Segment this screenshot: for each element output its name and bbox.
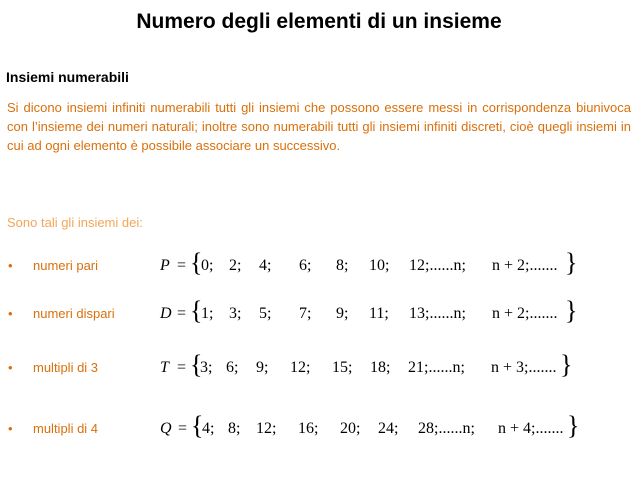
- set-label: multipli di 3: [33, 360, 99, 375]
- set-element: n + 4;.......: [498, 420, 564, 437]
- set-element: 8;: [228, 420, 241, 437]
- equals-sign: =: [177, 305, 187, 322]
- set-element: 6;: [226, 359, 239, 376]
- open-brace: {: [190, 248, 203, 277]
- set-element: 16;: [298, 420, 319, 437]
- set-element: 6;: [299, 257, 312, 274]
- open-brace: {: [191, 411, 204, 440]
- set-element: 12;: [290, 359, 311, 376]
- set-element: 5;: [259, 305, 272, 322]
- equals-sign: =: [177, 359, 187, 376]
- open-brace: {: [190, 350, 203, 379]
- set-element: 12;: [256, 420, 277, 437]
- equals-sign: =: [177, 257, 187, 274]
- close-brace: }: [565, 296, 578, 325]
- page-title: Numero degli elementi di un insieme: [136, 10, 502, 33]
- close-brace: }: [567, 411, 580, 440]
- set-element: 7;: [299, 305, 312, 322]
- close-brace: }: [560, 350, 573, 379]
- set-element: 20;: [340, 420, 361, 437]
- bullet: •: [8, 421, 13, 436]
- set-element: 24;: [378, 420, 399, 437]
- set-element: 3;: [200, 359, 213, 376]
- section-heading: Insiemi numerabili: [6, 69, 129, 85]
- set-row-even: [0, 248, 638, 288]
- set-element: 13;......n;: [409, 305, 466, 322]
- bullet: •: [8, 360, 13, 375]
- set-element: 11;: [369, 305, 389, 322]
- set-element: n + 2;.......: [492, 257, 558, 274]
- set-label: multipli di 4: [33, 421, 99, 436]
- set-row-odd: [0, 296, 638, 336]
- set-element: n + 3;.......: [491, 359, 557, 376]
- equals-sign: =: [178, 420, 188, 437]
- set-element: 12;......n;: [409, 257, 466, 274]
- set-element: 1;: [201, 305, 214, 322]
- set-element: 9;: [336, 305, 349, 322]
- set-row-multiples-4: [0, 411, 638, 451]
- set-element: n + 2;.......: [492, 305, 558, 322]
- set-element: 0;: [201, 257, 214, 274]
- set-row-multiples-3: [0, 350, 638, 390]
- close-brace: }: [565, 248, 578, 277]
- set-variable: T: [160, 359, 169, 376]
- bullet: •: [8, 258, 13, 273]
- set-label: numeri pari: [33, 258, 99, 273]
- open-brace: {: [190, 296, 203, 325]
- set-element: 28;......n;: [418, 420, 475, 437]
- bullet: •: [8, 306, 13, 321]
- set-element: 18;: [370, 359, 391, 376]
- set-element: 9;: [256, 359, 269, 376]
- set-variable: D: [160, 305, 172, 322]
- intro-text: Sono tali gli insiemi dei:: [7, 215, 143, 230]
- set-element: 15;: [332, 359, 353, 376]
- set-element: 4;: [202, 420, 215, 437]
- set-element: 4;: [259, 257, 272, 274]
- set-element: 21;......n;: [408, 359, 465, 376]
- set-label: numeri dispari: [33, 306, 115, 321]
- definition-paragraph: Si dicono insiemi infiniti numerabili tutti gli insiemi che possono essere messi in corrispondenza biunivoca con l’insieme dei numeri naturali; inoltre sono numerabili tutti gli insiemi infiniti discreti, cioè quegli insiemi in cui ad ogni elemento è possibile associare un successivo.: [7, 100, 631, 154]
- set-element: 3;: [229, 305, 242, 322]
- set-element: 8;: [336, 257, 349, 274]
- set-element: 10;: [369, 257, 390, 274]
- set-variable: Q: [160, 420, 172, 437]
- set-element: 2;: [229, 257, 242, 274]
- set-variable: P: [160, 257, 170, 274]
